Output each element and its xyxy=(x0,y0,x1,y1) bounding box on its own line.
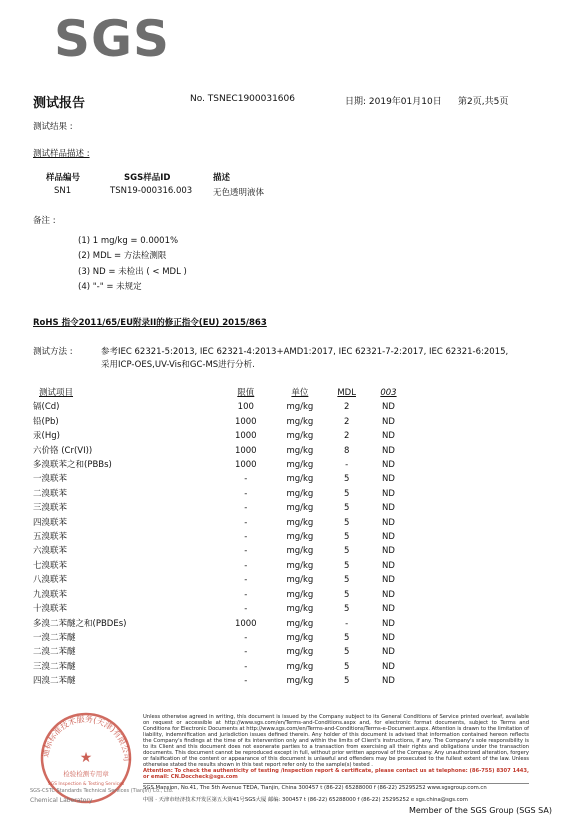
table-row xyxy=(33,559,413,573)
table-row xyxy=(33,602,413,616)
cell-limit: - xyxy=(244,604,248,615)
samples-header-id: 样品编号 xyxy=(46,173,81,183)
cell-item: 铅(Pb) xyxy=(33,416,59,427)
cell-unit: mg/kg xyxy=(286,532,314,543)
cell-result: ND xyxy=(382,661,395,672)
method-line1: 参考IEC 62321-5:2013, IEC 62321-4:2013+AMD1:2017, IEC 62321-7-2:2017, IEC 62321-6:2015, xyxy=(101,347,509,357)
cell-result: ND xyxy=(382,445,395,456)
cell-mdl: 5 xyxy=(343,632,350,643)
cell-limit: - xyxy=(244,589,248,600)
lab-label: SGS-CSTC Standards Technical Services (Tianjin) Co., Ltd. xyxy=(30,788,174,794)
results-header-row xyxy=(33,386,413,400)
report-number: No. TSNEC1900031606 xyxy=(190,94,295,104)
cell-result: ND xyxy=(382,604,395,615)
cell-item: 一溴二苯醚 xyxy=(33,632,76,643)
cell-item: 三溴联苯 xyxy=(33,503,68,514)
footer-address-cn: 中国 · 天津市经济技术开发区第五大街41号SGS大厦 邮编: 300457 t (86-22) 65288000 f (86-22) 25295252 e sgs.china@sgs.com xyxy=(143,797,468,803)
sgs-logo: SGS xyxy=(54,10,171,68)
cell-limit: 1000 xyxy=(234,431,257,442)
table-row xyxy=(33,588,413,602)
cell-item: 镉(Cd) xyxy=(33,402,60,413)
cell-mdl: 8 xyxy=(343,445,350,456)
cell-unit: mg/kg xyxy=(286,445,314,456)
cell-limit: - xyxy=(244,474,248,485)
col-header-item: 测试项目 xyxy=(39,388,74,398)
table-row xyxy=(33,400,413,414)
cell-item: 三溴二苯醚 xyxy=(33,661,76,672)
table-row xyxy=(33,415,413,429)
footer-divider xyxy=(143,783,529,784)
cell-unit: mg/kg xyxy=(286,647,314,658)
cell-limit: 1000 xyxy=(234,460,257,471)
cell-mdl: 2 xyxy=(343,416,350,427)
cell-limit: 1000 xyxy=(234,618,257,629)
cell-unit: mg/kg xyxy=(286,618,314,629)
cell-limit: - xyxy=(244,661,248,672)
cell-result: ND xyxy=(382,575,395,586)
page-number: 第2页,共5页 xyxy=(458,97,509,107)
seal-en-text: SGS Inspection & Testing Services xyxy=(47,782,125,787)
cell-result: ND xyxy=(382,618,395,629)
cell-limit: 1000 xyxy=(234,416,257,427)
notes-label: 备注 : xyxy=(33,216,56,226)
samples-header-sgsid: SGS样品ID xyxy=(124,173,171,183)
table-row xyxy=(33,458,413,472)
cell-mdl: 5 xyxy=(343,503,350,514)
table-row xyxy=(33,674,413,688)
cell-limit: - xyxy=(244,517,248,528)
cell-limit: - xyxy=(244,503,248,514)
cell-unit: mg/kg xyxy=(286,460,314,471)
results-label: 测试结果 : xyxy=(33,122,73,132)
results-body xyxy=(33,400,413,688)
cell-mdl: 5 xyxy=(343,474,350,485)
cell-mdl: 5 xyxy=(343,589,350,600)
cell-result: ND xyxy=(382,402,395,413)
table-row xyxy=(33,429,413,443)
cell-mdl: 2 xyxy=(343,402,350,413)
cell-limit: - xyxy=(244,546,248,557)
cell-unit: mg/kg xyxy=(286,517,314,528)
cell-item: 十溴联苯 xyxy=(33,604,68,615)
note-item: (2) MDL = 方法检测限 xyxy=(78,251,167,262)
cell-unit: mg/kg xyxy=(286,488,314,499)
sample-row-id: SN1 xyxy=(54,186,72,196)
table-row xyxy=(33,444,413,458)
cell-item: 四溴二苯醚 xyxy=(33,676,76,687)
page-title: 测试报告 xyxy=(33,96,86,111)
cell-limit: - xyxy=(244,560,248,571)
cell-result: ND xyxy=(382,517,395,528)
table-row xyxy=(33,573,413,587)
cell-mdl: 5 xyxy=(343,604,350,615)
col-header-mdl: MDL xyxy=(337,388,356,398)
cell-result: ND xyxy=(382,532,395,543)
cell-mdl: 5 xyxy=(343,532,350,543)
cell-mdl: 5 xyxy=(343,647,350,658)
cell-unit: mg/kg xyxy=(286,560,314,571)
table-row xyxy=(33,544,413,558)
method-line2: 采用ICP-OES,UV-Vis和GC-MS进行分析. xyxy=(101,360,255,370)
table-row xyxy=(33,487,413,501)
cell-limit: - xyxy=(244,676,248,687)
cell-result: ND xyxy=(382,474,395,485)
cell-unit: mg/kg xyxy=(286,474,314,485)
cell-unit: mg/kg xyxy=(286,632,314,643)
seal-outer-text: 通标标准技术服务(天津)有限公司 xyxy=(40,714,132,762)
sample-row-desc: 无色透明液体 xyxy=(213,188,265,198)
sample-desc-label: 测试样品描述 : xyxy=(33,149,90,159)
cell-item: 汞(Hg) xyxy=(33,431,60,442)
cell-mdl: 5 xyxy=(343,546,350,557)
cell-limit: - xyxy=(244,632,248,643)
cell-result: ND xyxy=(382,488,395,499)
table-row xyxy=(33,617,413,631)
cell-limit: - xyxy=(244,647,248,658)
cell-unit: mg/kg xyxy=(286,604,314,615)
cell-item: 多溴联苯之和(PBBs) xyxy=(33,460,112,471)
cell-unit: mg/kg xyxy=(286,575,314,586)
cell-mdl: - xyxy=(345,618,349,629)
cell-mdl: 5 xyxy=(343,517,350,528)
cell-mdl: 5 xyxy=(343,560,350,571)
cell-limit: 1000 xyxy=(234,445,257,456)
note-item: (4) "-" = 未规定 xyxy=(78,281,142,292)
sample-row-sgsid: TSN19-000316.003 xyxy=(110,186,193,196)
official-seal xyxy=(30,700,142,812)
table-row xyxy=(33,472,413,486)
seal-star-icon: ★ xyxy=(79,750,93,766)
cell-limit: - xyxy=(244,488,248,499)
table-row xyxy=(33,631,413,645)
table-row xyxy=(33,501,413,515)
cell-mdl: 5 xyxy=(343,575,350,586)
cell-limit: - xyxy=(244,575,248,586)
cell-result: ND xyxy=(382,647,395,658)
cell-item: 二溴联苯 xyxy=(33,488,68,499)
cell-result: ND xyxy=(382,632,395,643)
cell-limit: - xyxy=(244,532,248,543)
section-title: RoHS 指令2011/65/EU附录II的修正指令(EU) 2015/863 xyxy=(33,318,267,328)
cell-mdl: - xyxy=(345,460,349,471)
footer-address-en: SGS Mansion, No.41, The 5th Avenue TEDA, Tianjin, China 300457 t (86-22) 65288000 f (86-22) 25295252 www.sgsgroup.com.cn xyxy=(143,785,487,791)
cell-mdl: 5 xyxy=(343,488,350,499)
note-item: (3) ND = 未检出 ( < MDL ) xyxy=(78,266,187,277)
cell-result: ND xyxy=(382,546,395,557)
table-row xyxy=(33,530,413,544)
cell-unit: mg/kg xyxy=(286,416,314,427)
lab-sub-label: Chemical Laboratory xyxy=(30,797,93,804)
method-label: 测试方法 : xyxy=(33,347,73,357)
sgs-member-label: Member of the SGS Group (SGS SA) xyxy=(408,806,552,815)
cell-result: ND xyxy=(382,460,395,471)
table-row xyxy=(33,660,413,674)
cell-unit: mg/kg xyxy=(286,431,314,442)
cell-unit: mg/kg xyxy=(286,503,314,514)
cell-item: 六价铬 (Cr(VI)) xyxy=(33,445,93,456)
cell-unit: mg/kg xyxy=(286,402,314,413)
cell-limit: 100 xyxy=(237,402,254,413)
table-row xyxy=(33,516,413,530)
col-header-limit: 限值 xyxy=(237,388,255,398)
cell-item: 一溴联苯 xyxy=(33,474,68,485)
cell-result: ND xyxy=(382,431,395,442)
cell-result: ND xyxy=(382,416,395,427)
cell-item: 八溴联苯 xyxy=(33,575,68,586)
cell-unit: mg/kg xyxy=(286,661,314,672)
results-table xyxy=(33,386,413,689)
cell-item: 七溴联苯 xyxy=(33,560,68,571)
disclaimer-text: Unless otherwise agreed in writing, this document is issued by the Company subject to its General Conditions of Service printed overleaf, available on request or accessible at http://www.sgs.com/en/Terms-and-Conditions.aspx and, for electronic format documents, subject to Terms and Conditions for Electronic Documents at http://www.sgs.com/en/Terms-and-Conditions/Terms-e-Document.aspx. Attention is drawn to the limitation of liability, indemnification and jurisdiction issues defined therein. Any holder of this document is advised that information contained hereon reflects the Company's findings at the time of its intervention only and within the limits of Client's instructions, if any. The Company's sole responsibility is to its Client and this document does not exonerate parties to a transaction from exercising all their rights and obligations under the transaction documents. This document cannot be reproduced except in full, without prior written approval of the Company. Any unauthorized alteration, forgery or falsification of the content or appearance of this document is unlawful and offenders may be prosecuted to the fullest extent of the law. Unless otherwise stated the results shown in this test report refer only to the sample(s) tested . xyxy=(143,714,530,768)
cell-item: 六溴联苯 xyxy=(33,546,68,557)
col-header-result: 003 xyxy=(380,388,397,398)
cell-unit: mg/kg xyxy=(286,589,314,600)
cell-unit: mg/kg xyxy=(286,676,314,687)
samples-header-desc: 描述 xyxy=(213,173,231,183)
authenticity-attention: Attention: To check the authenticity of testing /inspection report & certificate, please contact us at telephone: (86-755) 8307 1443, or email: CN.Doccheck@sgs.com xyxy=(143,768,529,780)
footer-disclaimer xyxy=(143,714,529,780)
cell-item: 四溴联苯 xyxy=(33,517,68,528)
cell-result: ND xyxy=(382,589,395,600)
col-header-unit: 单位 xyxy=(291,388,309,398)
cell-mdl: 5 xyxy=(343,676,350,687)
cell-item: 五溴联苯 xyxy=(33,532,68,543)
note-item: (1) 1 mg/kg = 0.0001% xyxy=(78,236,179,246)
cell-result: ND xyxy=(382,560,395,571)
cell-result: ND xyxy=(382,676,395,687)
cell-result: ND xyxy=(382,503,395,514)
cell-item: 多溴二苯醚之和(PBDEs) xyxy=(33,618,127,629)
cell-mdl: 2 xyxy=(343,431,350,442)
notes-list xyxy=(78,234,187,295)
seal-inner-text: 检验检测专用章 xyxy=(63,770,109,778)
cell-item: 九溴联苯 xyxy=(33,589,68,600)
cell-unit: mg/kg xyxy=(286,546,314,557)
cell-mdl: 5 xyxy=(343,661,350,672)
report-date: 日期: 2019年01月10日 xyxy=(345,97,442,107)
cell-item: 二溴二苯醚 xyxy=(33,647,76,658)
table-row xyxy=(33,645,413,659)
